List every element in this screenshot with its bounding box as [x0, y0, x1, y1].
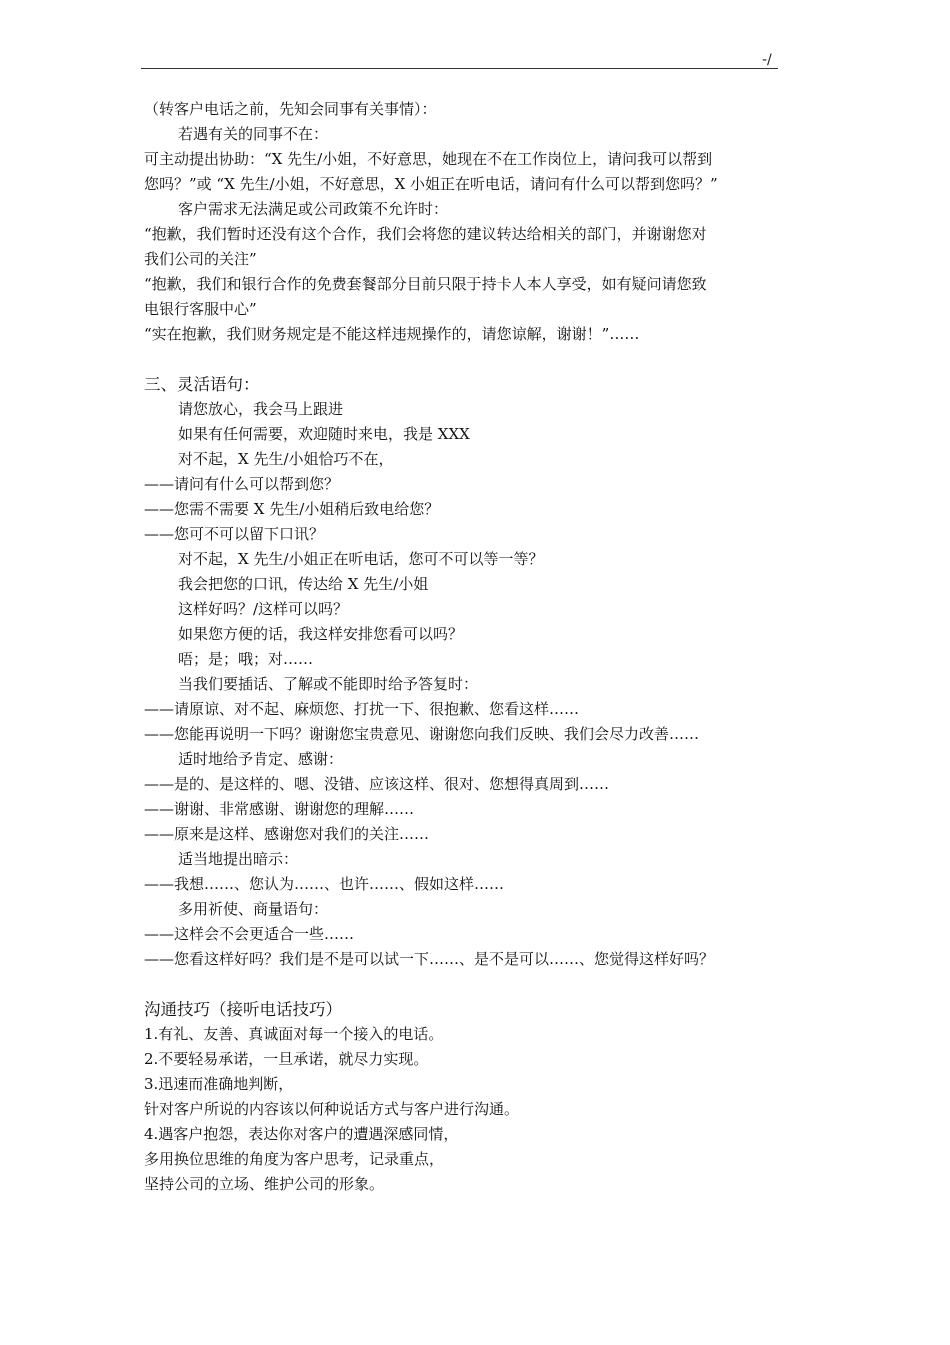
- text-line: 坚持公司的立场、维护公司的形象。: [144, 1175, 385, 1193]
- text-line: ——您看这样好吗？我们是不是可以试一下……、是不是可以……、您觉得这样好吗？: [144, 950, 715, 968]
- section-heading: 沟通技巧（接听电话技巧）: [144, 1000, 342, 1019]
- page-number-mark: -/: [762, 52, 772, 68]
- blank-line: [144, 972, 794, 997]
- text-line: 适当地提出暗示：: [178, 850, 299, 868]
- text-line: 2.不要轻易承诺，一旦承诺，就尽力实现。: [144, 1050, 429, 1068]
- text-line: ——请原谅、对不起、麻烦您、打扰一下、很抱歉、您看这样……: [144, 700, 580, 718]
- text-line: （转客户电话之前，先知会同事有关事情）：: [144, 100, 437, 118]
- text-line: 针对客户所说的内容该以何种说话方式与客户进行沟通。: [144, 1100, 520, 1118]
- text-line: ——我想……、您认为……、也许……、假如这样……: [144, 875, 505, 893]
- text-line: 4.遇客户抱怨，表达你对客户的遭遇深感同情，: [144, 1125, 459, 1143]
- text-line: 1.有礼、友善、真诚面对每一个接入的电话。: [144, 1025, 444, 1043]
- text-line: 适时地给予肯定、感谢：: [178, 750, 344, 768]
- text-line: 对不起，X 先生/小姐恰巧不在，: [178, 450, 394, 468]
- text-line: 若遇有关的同事不在：: [178, 125, 329, 143]
- text-line: ——谢谢、非常感谢、谢谢您的理解……: [144, 800, 415, 818]
- text-line: ——请问有什么可以帮到您？: [144, 475, 340, 493]
- text-line: 多用祈使、商量语句：: [178, 900, 329, 918]
- text-line: 我会把您的口讯，传达给 X 先生/小姐: [178, 575, 429, 593]
- text-line: 电银行客服中心”: [144, 300, 257, 318]
- text-line: “抱歉，我们暂时还没有这个合作，我们会将您的建议转达给相关的部门，并谢谢您对: [144, 225, 707, 243]
- text-line: “抱歉，我们和银行合作的免费套餐部分目前只限于持卡人本人享受，如有疑问请您致: [144, 275, 707, 293]
- text-line: 客户需求无法满足或公司政策不允许时：: [178, 200, 449, 218]
- text-line: 当我们要插话、了解或不能即时给予答复时：: [178, 675, 479, 693]
- text-line: 您吗？”或 “X 先生/小姐，不好意思，X 小姐正在听电话，请问有什么可以帮到您吗？”: [144, 175, 718, 193]
- blank-line: [144, 347, 794, 372]
- text-line: ——原来是这样、感谢您对我们的关注……: [144, 825, 430, 843]
- text-line: ——您需不需要 X 先生/小姐稍后致电给您？: [144, 500, 440, 518]
- text-line: 我们公司的关注”: [144, 250, 257, 268]
- text-line: ——您能再说明一下吗？谢谢您宝贵意见、谢谢您向我们反映、我们会尽力改善……: [144, 725, 700, 743]
- text-line: 如果有任何需要，欢迎随时来电，我是 XXX: [178, 425, 470, 443]
- text-line: 对不起，X 先生/小姐正在听电话，您可不可以等一等？: [178, 550, 544, 568]
- header-rule: [141, 68, 778, 69]
- text-line: 可主动提出协助：“X 先生/小姐，不好意思，她现在不在工作岗位上，请问我可以帮到: [144, 150, 713, 168]
- text-line: ——是的、是这样的、嗯、没错、应该这样、很对、您想得真周到……: [144, 775, 610, 793]
- text-line: “实在抱歉，我们财务规定是不能这样违规操作的，请您谅解，谢谢！”……: [144, 325, 640, 343]
- text-line: 如果您方便的话，我这样安排您看可以吗？: [178, 625, 464, 643]
- text-line: 唔；是；哦；对……: [178, 650, 314, 668]
- text-line: 请您放心，我会马上跟进: [178, 400, 344, 418]
- text-line: 多用换位思维的角度为客户思考，记录重点，: [144, 1150, 445, 1168]
- text-line: ——您可不可以留下口讯？: [144, 525, 325, 543]
- text-line: 这样好吗？/这样可以吗？: [178, 600, 349, 618]
- document-body: [144, 97, 794, 1197]
- text-line: 3.迅速而准确地判断，: [144, 1075, 294, 1093]
- section-heading: 三、灵活语句：: [144, 375, 260, 394]
- text-line: ——这样会不会更适合一些……: [144, 925, 355, 943]
